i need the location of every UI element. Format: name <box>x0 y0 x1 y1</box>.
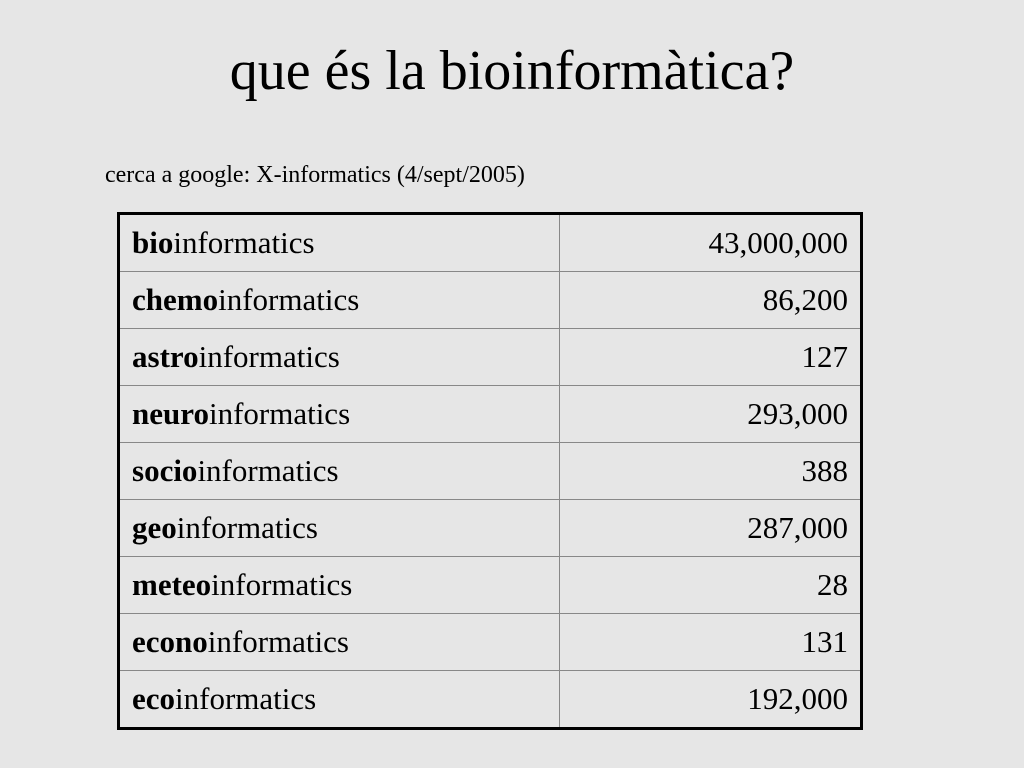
count-cell: 28 <box>560 557 862 614</box>
term-prefix: meteo <box>132 567 212 602</box>
term-prefix: eco <box>132 681 176 716</box>
term-prefix: chemo <box>132 282 219 317</box>
results-table-body <box>119 214 862 729</box>
term-suffix: informatics <box>218 282 360 317</box>
term-cell <box>119 272 560 329</box>
results-table <box>117 212 863 730</box>
table-row <box>119 557 862 614</box>
term-cell <box>119 614 560 671</box>
slide-subtitle: cerca a google: X-informatics (4/sept/2005) <box>105 162 525 188</box>
term-prefix: bio <box>132 225 174 260</box>
term-suffix: informatics <box>207 624 349 659</box>
count-cell: 43,000,000 <box>560 214 862 272</box>
slide-title: que és la bioinformàtica? <box>229 40 795 102</box>
table-row <box>119 386 862 443</box>
term-cell <box>119 500 560 557</box>
count-cell: 127 <box>560 329 862 386</box>
count-cell: 287,000 <box>560 500 862 557</box>
term-suffix: informatics <box>175 681 317 716</box>
count-cell: 131 <box>560 614 862 671</box>
count-cell: 86,200 <box>560 272 862 329</box>
term-prefix: socio <box>132 453 198 488</box>
term-cell <box>119 557 560 614</box>
term-prefix: geo <box>132 510 177 545</box>
term-suffix: informatics <box>197 453 339 488</box>
term-suffix: informatics <box>208 396 351 431</box>
term-prefix: econo <box>132 624 208 659</box>
table-row <box>119 500 862 557</box>
table-row <box>119 614 862 671</box>
term-cell <box>119 386 560 443</box>
table-row <box>119 329 862 386</box>
count-cell: 192,000 <box>560 671 862 729</box>
table-row <box>119 443 862 500</box>
term-suffix: informatics <box>211 567 353 602</box>
count-cell: 388 <box>560 443 862 500</box>
table-row <box>119 671 862 729</box>
term-prefix: neuro <box>132 396 209 431</box>
term-cell <box>119 214 560 272</box>
term-prefix: astro <box>132 339 199 374</box>
count-cell: 293,000 <box>560 386 862 443</box>
term-suffix: informatics <box>198 339 340 374</box>
term-cell <box>119 443 560 500</box>
term-suffix: informatics <box>173 225 315 260</box>
term-cell <box>119 329 560 386</box>
table-row <box>119 214 862 272</box>
term-suffix: informatics <box>176 510 318 545</box>
table-row <box>119 272 862 329</box>
term-cell <box>119 671 560 729</box>
